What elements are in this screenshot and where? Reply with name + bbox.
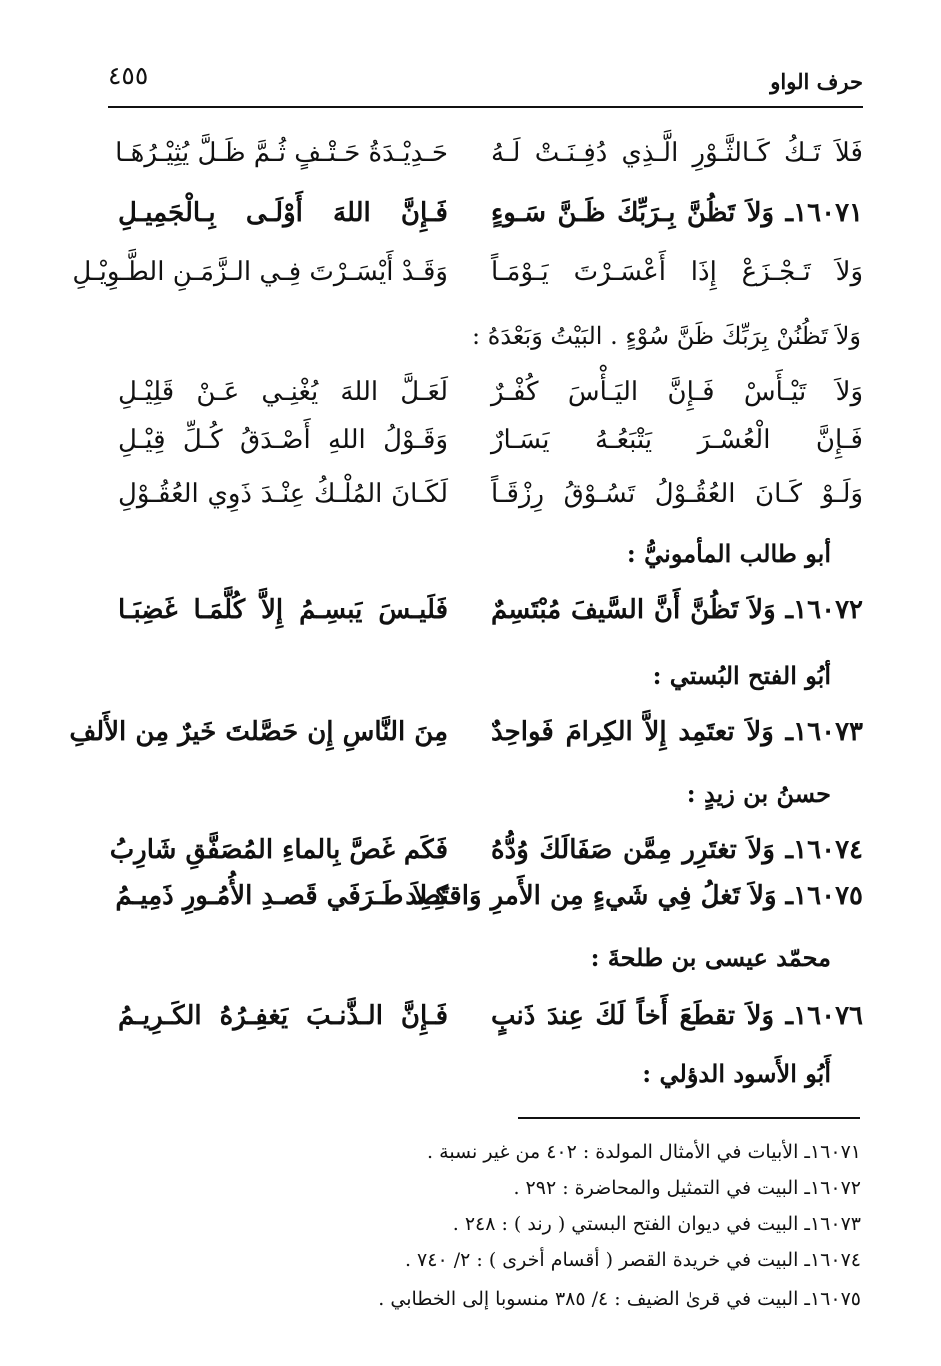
verse-second-hemistich: وَقَـوْلُ اللهِ أَصْـدَقُ كُـلِّ قِيْـلِ — [118, 425, 448, 455]
page-number: ٤٥٥ — [108, 61, 149, 90]
verse-second-hemistich: فَكَم غَصَّ بِالماءِ المُصَفَّقِ شَارِبُ — [109, 835, 448, 865]
page-header — [108, 52, 863, 104]
verse-first-hemistich: وَلَـوْ كَـانَ العُقُـوْلُ تَسُـوْقُ رِزْقَـاً — [491, 479, 863, 509]
verse-line — [72, 252, 863, 292]
footnote: ١٦٠٧٣ـ البيت في ديوان الفتح البستي ( رند ) : ٢٤٨ . — [452, 1213, 861, 1235]
verse-first-hemistich: فَلاَ تَـكُ كَـالثَّـوْرِ الَّـذِي دُفِـنَـتْ لَـهُ — [491, 138, 863, 168]
verse-line — [118, 996, 863, 1036]
poet-attribution: أبُو الفتح البُستي : — [652, 661, 831, 690]
poet-attribution: أبو طالب المأمونيُّ : — [626, 539, 831, 568]
verse-second-hemistich: فَلَيـسَ يَبسِـمُ إِلاَّ كُلَّمَـا غَضِبَـا — [118, 595, 448, 625]
verse-first-hemistich: ١٦٠٧١ـ وَلاَ تَظُنَّ بِـرَبِّكَ ظَـنَّ سَـوءٍ — [491, 198, 863, 228]
footnote: ١٦٠٧٢ـ البيت في التمثيل والمحاضرة : ٢٩٢ . — [513, 1177, 861, 1199]
footnote: ١٦٠٧١ـ الأبيات في الأمثال المولدة : ٤٠٢ من غير نسبة . — [427, 1141, 861, 1163]
verse-line — [115, 133, 863, 173]
poet-attribution: حسنُ بن زيدٍ : — [686, 779, 831, 808]
verse-first-hemistich: ١٦٠٧٦ـ وَلاَ تقطَعَ أَخاً لَكَ عِندَ ذَنبٍ — [491, 1001, 863, 1031]
footnote: ١٦٠٧٥ـ البيت في قرىٰ الضيف : ٤/ ٣٨٥ منسوبا إلى الخطابي . — [378, 1288, 861, 1310]
verse-first-hemistich: ١٦٠٧٢ـ وَلاَ تَظُنَّ أَنَّ السَّيفَ مُبْتَسِمٌ — [491, 595, 863, 625]
footnote: ١٦٠٧٤ـ البيت في خريدة القصر ( أقسام أخرى ) : ٢/ ٧٤٠ . — [404, 1249, 861, 1271]
verse-line — [69, 712, 863, 752]
verse-first-hemistich: ١٦٠٧٣ـ وَلاَ تعتَمِد إِلاَّ الكِرامَ فَواحِدٌ — [491, 717, 863, 747]
running-head: حرف الواو — [770, 69, 863, 94]
verse-line — [118, 193, 863, 233]
header-rule — [108, 106, 863, 108]
verse-second-hemistich: لَعَـلَّ اللهَ يُغْنِـي عَـنْ قَلِيْـلِ — [118, 377, 448, 407]
verse-first-hemistich: فَـإِنَّ الْعُسْـرَ يَتْبَعُـهُ يَسَـارٌ — [491, 425, 863, 455]
verse-second-hemistich: مِنَ النَّاسِ إِن حَصَّلتَ خَيرٌ مِن الأَلفِ — [69, 717, 448, 747]
poet-attribution: محمّد عيسى بن طلحةَ : — [590, 943, 831, 972]
verse-first-hemistich: وَلاَ تَيْـأَسْ فَـإِنَّ اليَـأْسَ كُفْـرٌ — [491, 377, 863, 407]
poet-attribution: أَبُو الأَسود الدؤلي : — [642, 1059, 831, 1088]
verse-second-hemistich: فَـإِنَّ اللهَ أَوْلَـى بِـالْجَمِيـلِ — [118, 198, 448, 228]
commentary-line: وَلاَ تَظُنُنْ بِرَبِّكَ ظَنَّ سُوْءٍ . البَيْتُ وَبَعْدَهُ : — [472, 322, 861, 350]
verse-line — [115, 876, 863, 916]
verse-second-hemistich: حَـدِيْـدَةُ حَـتْـفٍ ثُـمَّ ظَـلَّ يُثِيْـرُهَـا — [115, 138, 448, 168]
verse-line — [118, 474, 863, 514]
verse-second-hemistich: كِـلاَ طَـرَفَي قَصـدِ الأُمُـورِ ذَمِيـمُ — [115, 881, 448, 911]
verse-first-hemistich: ١٦٠٧٤ـ وَلاَ تغتَرِر مِمَّن صَفَالَكَ وُدُّهُ — [491, 835, 863, 865]
verse-second-hemistich: وَقَـدْ أَيْسَـرْتَ فِـي الـزَّمَـنِ الطَّـوِيْـلِ — [72, 257, 448, 287]
verse-second-hemistich: لَكَـانَ المُلْـكُ عِنْـدَ ذَوِي العُقُـوْلِ — [118, 479, 448, 509]
verse-first-hemistich: ١٦٠٧٥ـ وَلاَ تَغلُ فِي شَيءٍ مِن الأَمرِ وَاقتَصِد — [405, 881, 863, 911]
verse-line — [118, 590, 863, 630]
verse-line — [118, 372, 863, 412]
verse-first-hemistich: وَلاَ تَـجْـزَعْ إِذَا أَعْسَـرْتَ يَـوْمَـاً — [491, 257, 863, 287]
verse-second-hemistich: فَـإِنَّ الـذَّنـبَ يَغفِـرُهُ الكَـرِيـمُ — [118, 1001, 448, 1031]
verse-line — [118, 420, 863, 460]
footnote-rule — [518, 1117, 860, 1119]
verse-line — [109, 830, 863, 870]
